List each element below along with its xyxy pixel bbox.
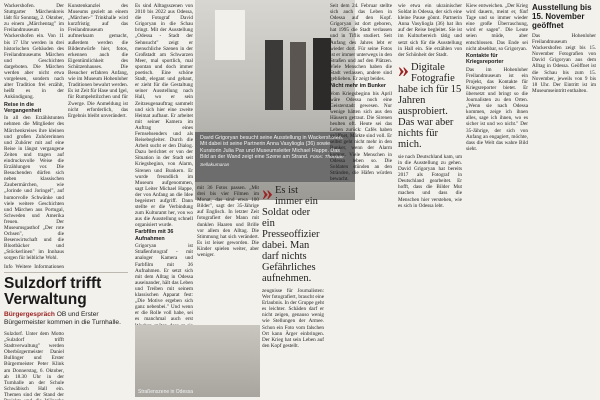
quote-mark-icon: » xyxy=(398,56,409,82)
article-column-5 xyxy=(262,185,324,398)
lead-label: Bürgergespräch xyxy=(4,311,55,318)
person-figure xyxy=(265,40,283,110)
subhead-farbfilm: Farbfilm mit 36 Aufnahmen xyxy=(135,229,174,242)
body-text: wie etwa ein ukrainischer Soldat in Odessa, der sich eine kleine Pause gönnt. Partnerin Anna Vasyliogla (36) hat ihn auf der Reise begleitet. Sie ist im Kulturbereich tätig und setzt sich für die Ausstellung in Hall ein. Sie erzählen von der Schönheit der Stadt. xyxy=(398,3,462,58)
article-column-8 xyxy=(466,3,528,398)
subhead-kontakte: Kontakte für Kriegsreporter xyxy=(466,52,504,66)
pull-quote: Digitale Fotografie habe ich für 15 Jahren ausprobiert. Das war aber nichts für mich. xyxy=(398,61,462,150)
body-text: Kunstenkanzlei des Museums gezielt an einem „Märchen-" Trinkhalle wird kurzfristig auf das Freilandmuseum aufmerksam gemacht, außerdem werden die Bildentwürfe hier, fotos, erkennen auch die Eigentümlichkeit des Schützenhauses. Die Besucher erfahren Anfang, wie im Museum Hohenloher Traditionen bewahrt werden. Es ist Zeit für Hase und Igel, für Rumpelstilzchen und für Zwerge. Die Anmeldung ist nicht erforderlich, das Ergebnis bleibt unverändert. xyxy=(68,3,128,119)
pull-quote: Es ist immer ein Soldat oder ein Presseoffizier dabei. Man darf nichts Gefährliches aufnehmen. xyxy=(262,185,320,284)
body-text: Vom Kriegsbeginn bis April wäre Odessa noch eine Geisterstadt gewesen. Nur wenige hätten sich aus den Häusern getraut. Die Sirenen heulten oft. Heute sei das Leben zurück: Cafés haben geöffnet, Märkte sind voll. Er selbst geht nicht mehr in den Bunker, wenn der Alarm kommt. Viele Menschen in Odessa leben so. Die Soldaten stünden an den Stränden, die Häfen würden bewacht. xyxy=(330,90,392,182)
photo-caption: Straßenszene in Odessa xyxy=(138,389,194,395)
sulzdorf-article xyxy=(4,276,128,400)
body-text: Kiew entweichen. „Der Krieg wird dauern, meint er, fünf Tage und so immer wieder eine große Überraschung, wird er sagen". Die Leute seien müde, aber entschlossen. Das Ende sei nicht absehbar, so Grigoryan. xyxy=(466,3,528,52)
article-column-6 xyxy=(330,3,392,398)
odessa-photo xyxy=(135,325,260,397)
subhead-bunker: Nicht mehr im Bunker xyxy=(330,83,387,90)
section-divider xyxy=(4,272,128,273)
article-column-7 xyxy=(398,3,462,398)
body-text: sie nach Deutschland kam, um in die Ausstellung zu gehen. David Grigoryan hat bereits 2017 als Fotograf in Deutschland gearbeitet. Er hofft, dass die Bilder Mut machen und dass die Menschen hier verstehen, wie es sich in Odessa lebt. xyxy=(398,153,462,209)
body-text: In all den Erzählstunten nehmen die Mitglieder des Märchenkreises ihre kleinen und großen Zuhörerinnen und Zuhörer mit auf eine Reise in längst vergangene Zeiten und tragen auf eindrucksvolle Weise die Erzählungen vor. Die Besuchenden dürfen sich neben klassischen Zaubermärchen, wie „Jorinde und Joringel", auf humorvolle Schwänke und viele weitere Geschichten und Märchen aus Portugal, Schweden und Amerika freuen. Der Museumsgasthof „Der rote Ochsen", die Besenwirtschaft und die Blootbäcker und „Stöckerlinen" im Innhaus sorgen für leibliche Wohl. xyxy=(4,115,64,262)
body-text: zeugnisse für Journalisten: Wer fotografiert, braucht eine Erlaubnis. In der Gruppe geht es leichter. Schäden darf er nicht zeigen, genauso wenig wie Stellungen der Armee. Schon ein Foto vom falschen Ort kann Ärger einbringen. Der Krieg hat sein Leben auf den Kopf gestellt. xyxy=(262,288,324,349)
body-text: Grigoryan ist Straßenfotograf - mit analoger Kamera und Farbfilm mit 36 Aufnahmen. Er setzt sich mit dem Alltag in Odessa auseinander, hält das Leben und Treiben mit seinem klassischen Apparat fest: „Die Motive ergeben sich ganz nebenbei." Und wenn er die Rolle voll habe, sei es manchmal auch erst xyxy=(135,243,193,323)
quote-mark-icon: » xyxy=(262,185,273,205)
caption-credit: Fotos: Thorstan Sellakumaran xyxy=(200,155,344,168)
subhead-reise: Reise in die Vergangenheit xyxy=(4,101,42,114)
body-text: mit 36 Fotos passen. „Mit drei bis vier Filmen im Monat, das sind etwa 100 Bilder", sagt der 35-Jährige auf Englisch. In letzter Zeit fotografiert der Mann mit dunklen Haaren und Brille vor allem den Alltag. Die Stimmung hat sich verändert. Es ist leiser geworden. Die Kinder spielen weiter, aber weniger. xyxy=(197,185,259,259)
intro-text: Wackershofen. Der Stuttgarter Märchenkreis lädt für Sonntag, 2. Oktober, zu einem „Märchentag" im Freilandmuseum in Wackershofen ein. Von 11 bis 17 Uhr werden in drei historischen Gebäuden des Freilandmuseums Märchen und Geschichten dargeboten. Die Märchen werden aber nicht etwa vorgelesen, sondern nach alter Tradition frei erzählt, heißt es in der Ankündigung. xyxy=(4,3,64,101)
wall-photo xyxy=(215,10,245,60)
person-figure xyxy=(313,38,331,110)
body-text: Sulzdorf. Unter dem Motto „Sulzdorf trifft Stadtverwaltung" werden Oberbürgermeister Daniel Bullinger und Erster Bürgermeister Peter Klink am Donnerstag, 6. Oktober, ab 18.30 Uhr in der Turnhalle an der Schule Schwäbisch Hall ein. Themen sind der Stand der xyxy=(4,331,64,398)
info-text[interactable]: Info Weitere Informationen xyxy=(4,263,64,268)
article-column-1 xyxy=(4,3,64,268)
caption-text: David Grigoryan besucht seine Ausstellung in Wackershofen. Mit dabei ist seine Partnerin Anna Vasyliogla (36) sowie Kuratorin Julia Pax und Museumsleiter Michael Happe. Das Bild an der Wand zeigt eine Szene am Strand. xyxy=(200,135,344,161)
body-text: Es sind Alltagsszenen von 2010 bis 2022 aus Odessa, die Fotograf David Grigoryan in die Schau bringt. Mit der Ausstellung „Odessa - Stadt der Sehnsucht" zeigt er menschliche Szenen in der Großstadt am Schwarzen Meer, mal sportlich, mal spontan und doch immer poetisch. Eine schöne Stadt, elegant und gebaut, er zieht für die Gestaltung seiner Ausstellung nach Hall, wo er sein Zeitzeugenauftrag sammelt und sich hier eine zweite Heimat aufbaut. Er arbeitet mit seiner Kamera im Auftrag eines Fernsehsenders und als Reisebegleiter. Durch die Arbeit sucht er den Dialog. Dazu berichtet er von der Situation in der Stadt seit Kriegsbeginn, von Alarm, Sirenen und Bunkern. Er wurde freundlich im Museum aufgenommen, sagt Leiter Michael Happe, der von Anfang an die Idee begeistert aufgriff. Dann stellte er die Verbindung zum Kulturamt her, von wo aus die Ausstellung schnell organisiert wurde. xyxy=(135,3,193,229)
info-box-body: Das Hohenloher Freilandmuseum Wackershofen zeigt bis 15. November Fotografien von David Grigoryan aus dem Alltag in Odessa. Geöffnet ist die Schau bis zum 15. November, jeweils von 9 bis 18 Uhr. Der Eintritt ist im Museumseintritt enthalten. xyxy=(532,33,596,94)
body-text: Seit dem 24. Februar stellte sich auch das Leben in Odessa auf den Kopf. Grigoryan ist dort geboren, hat 1995 die Stadt verlassen und in Tiflis studiert. Seit Anfang des Jahres lebt er wieder dort. Für seine Fotos ist er immer unterwegs in den Straßen und auf den Plätzen. Viele Menschen haben die Stadt verlassen, andere sind geblieben. Er zeigt beides. xyxy=(330,3,392,83)
article-column-2 xyxy=(68,3,128,268)
info-box-headline: Ausstellung bis 15. November geöffnet xyxy=(532,3,592,30)
exhibition-info-box xyxy=(532,3,596,398)
headline: Sulzdorf trifft Verwaltung xyxy=(4,276,102,308)
body-text: Das im Hohenloher Freilandmuseum ist ein Projekt, das Kontakte für Kriegsreporter bietet. Er übersetzt und bringt so die Journalisten zu den Orten. „Wenn sie nach Odessa kommen, zeige ich ihnen alles, sage ich ihnen, wo es sicher ist und wo nicht." Der 35-Jährige, der sich von Anfang an engagiert, möchte, dass die Welt das wahre Bild sieht. xyxy=(466,66,528,152)
person-figure xyxy=(290,42,306,110)
lead-text: OB und Erster Bürgermeister kommen in die Turnhalle. xyxy=(4,311,121,326)
